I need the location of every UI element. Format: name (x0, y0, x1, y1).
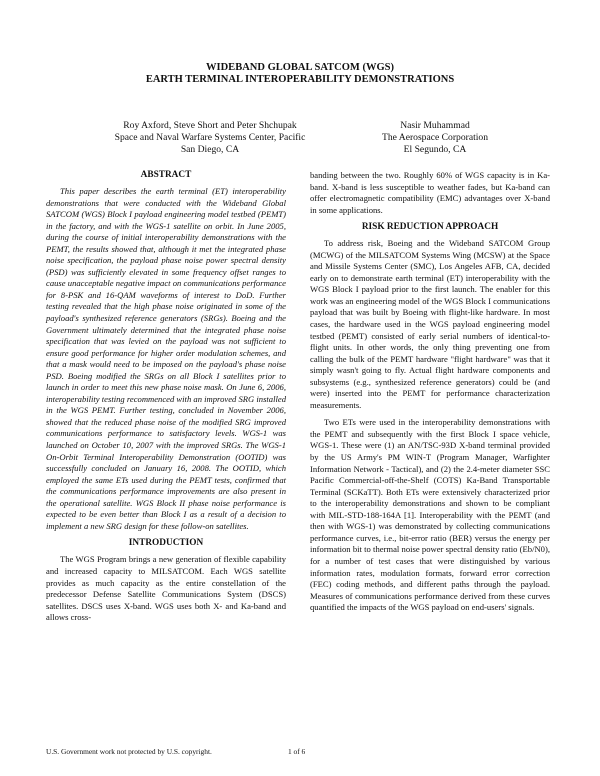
copyright-notice: U.S. Government work not protected by U.S. copyright. (46, 747, 212, 756)
left-column (46, 170, 286, 630)
risk-reduction-paragraph-2: Two ETs were used in the interoperability demonstrations with the PEMT and subsequently with the first Block I space vehicle, WGS-1. These were (1) an AN/TSC-93D X-band terminal provided by the US Army's PM WIN-T (Program Manager, Warfighter Information Network - Tactical), and (2) the 2.4-meter diameter SSC Pacific Commercial-off-the-Shelf (COTS) Ka-Band Transportable Terminal (SCKaTT). Both ETs were extensively characterized prior to the interoperability demonstrations and shown to be compliant with MIL-STD-188-164A [1]. Interoperability with the PEMT (and then with WGS-1) was demonstrated by collecting communications performance curves, i.e., bit-error ratio (BER) versus the energy per information bit to thermal noise power spectral density ratio (Eb/N0), for a number of test cases that were distinguished by various information rates, modulation formats, forward error correction (FEC) coding methods, and different paths through the payload. Measures of communications performance derived from these curves quantified the impacts of the WGS payload on end-users' signals. (310, 417, 550, 613)
abstract-heading: ABSTRACT (140, 170, 192, 180)
author-block-left (60, 120, 360, 156)
author-affiliation: Space and Naval Warfare Systems Center, Pacific (114, 132, 306, 143)
paper-title (0, 62, 600, 86)
abstract-text: This paper describes the earth terminal (ET) interoperability demonstrations that were conducted with the Wideband Global SATCOM (WGS) Block I payload engineering model testbed (PEMT) in the factory, and with the WGS-1 satellite on orbit. In June 2005, during the course of initial interoperability demonstrations with the PEMT, the results showed that, although it met the integrated phase noise specification, the payload phase noise power spectral density (PSD) was sufficiently elevated in some frequency offset ranges to cause unacceptable negative impact on communications performance for 8-PSK and 16-QAM waveforms of interest to DoD. Further testing revealed that the high phase noise originated in some of the payload's synthesized reference generators (SRGs). Boeing and the Government ultimately determined that the integrated phase noise specification that was levied on the payload was not sufficient to ensure good performance for higher order modulation schemes, and that a mask would need to be imposed on the payload's phase noise PSD. Boeing modified the SRGs on all Block I satellites prior to launch in order to meet this new phase noise mask. On June 6, 2006, interoperability testing recommenced with an improved SRG installed in the WGS PEMT. Further testing, concluded in November 2006, showed that the reduced phase noise of the modified SRG improved communications performance to satisfactory levels. WGS-1 was launched on October 10, 2007 with the improved SRGs. The WGS-1 On-Orbit Terminal Interoperability Demonstration (OOTID) was successfully concluded on January 16, 2008. The OOTID, which employed the same ETs used during the PEMT tests, confirmed that the communications performance improvements are also present in the operational satellite. WGS Block II phase noise performance is expected to be even better than Block I as a result of a decision to implement a new SRG design for these follow-on satellites. (46, 186, 286, 531)
author-block-right (330, 120, 540, 156)
title-line-2: EARTH TERMINAL INTEROPERABILITY DEMONSTRATIONS (145, 74, 455, 85)
author-names: Roy Axford, Steve Short and Peter Shchupak (123, 120, 297, 131)
author-affiliation: The Aerospace Corporation (381, 132, 489, 143)
introduction-text: The WGS Program brings a new generation of flexible capability and increased capacity to MILSATCOM. Each WGS satellite provides as much capacity as the entire constellation of the predecessor Defense Satellite Communications System (DSCS) satellites. DSCS uses X-band. WGS uses both X- and Ka-band and allows cross- (46, 554, 286, 623)
right-column (310, 170, 550, 620)
risk-reduction-heading: RISK REDUCTION APPROACH (361, 222, 499, 233)
introduction-heading: INTRODUCTION (128, 538, 204, 549)
introduction-continued-text: banding between the two. Roughly 60% of WGS capacity is in Ka-band. X-band is less susceptible to weather fades, but Ka-band can offer electromagnetic compatibility (EMC) advantages over X-band in some applications. (310, 170, 550, 215)
page-number: 1 of 6 (288, 747, 306, 756)
author-location: El Segundo, CA (403, 144, 467, 155)
author-location: San Diego, CA (180, 144, 240, 155)
risk-reduction-paragraph-1: To address risk, Boeing and the Wideband SATCOM Group (MCWG) of the MILSATCOM Systems Wing (MCSW) at the Space and Missile Systems Center (SMC), Los Angeles AFB, CA, decided early on to demonstrate earth terminal (ET) interoperability with the WGS Block I payload prior to the first launch. The enabler for this work was an engineering model of the WGS Block I communications payload that was built by Boeing with flight-like hardware. In most cases, the hardware used in the WGS payload engineering model testbed (PEMT) consisted of early serial numbers of identical-to-flight units. In other words, the only thing preventing one from calling the bulk of the PEMT hardware "flight hardware" was that it simply wasn't going to fly. Actual flight hardware components and subsystems (e.g., synthesized reference generators) could be (and were) inserted into the PEMT for performance characterization measurements. (310, 238, 550, 410)
title-line-1: WIDEBAND GLOBAL SATCOM (WGS) (206, 62, 394, 73)
author-names: Nasir Muhammad (400, 120, 470, 131)
